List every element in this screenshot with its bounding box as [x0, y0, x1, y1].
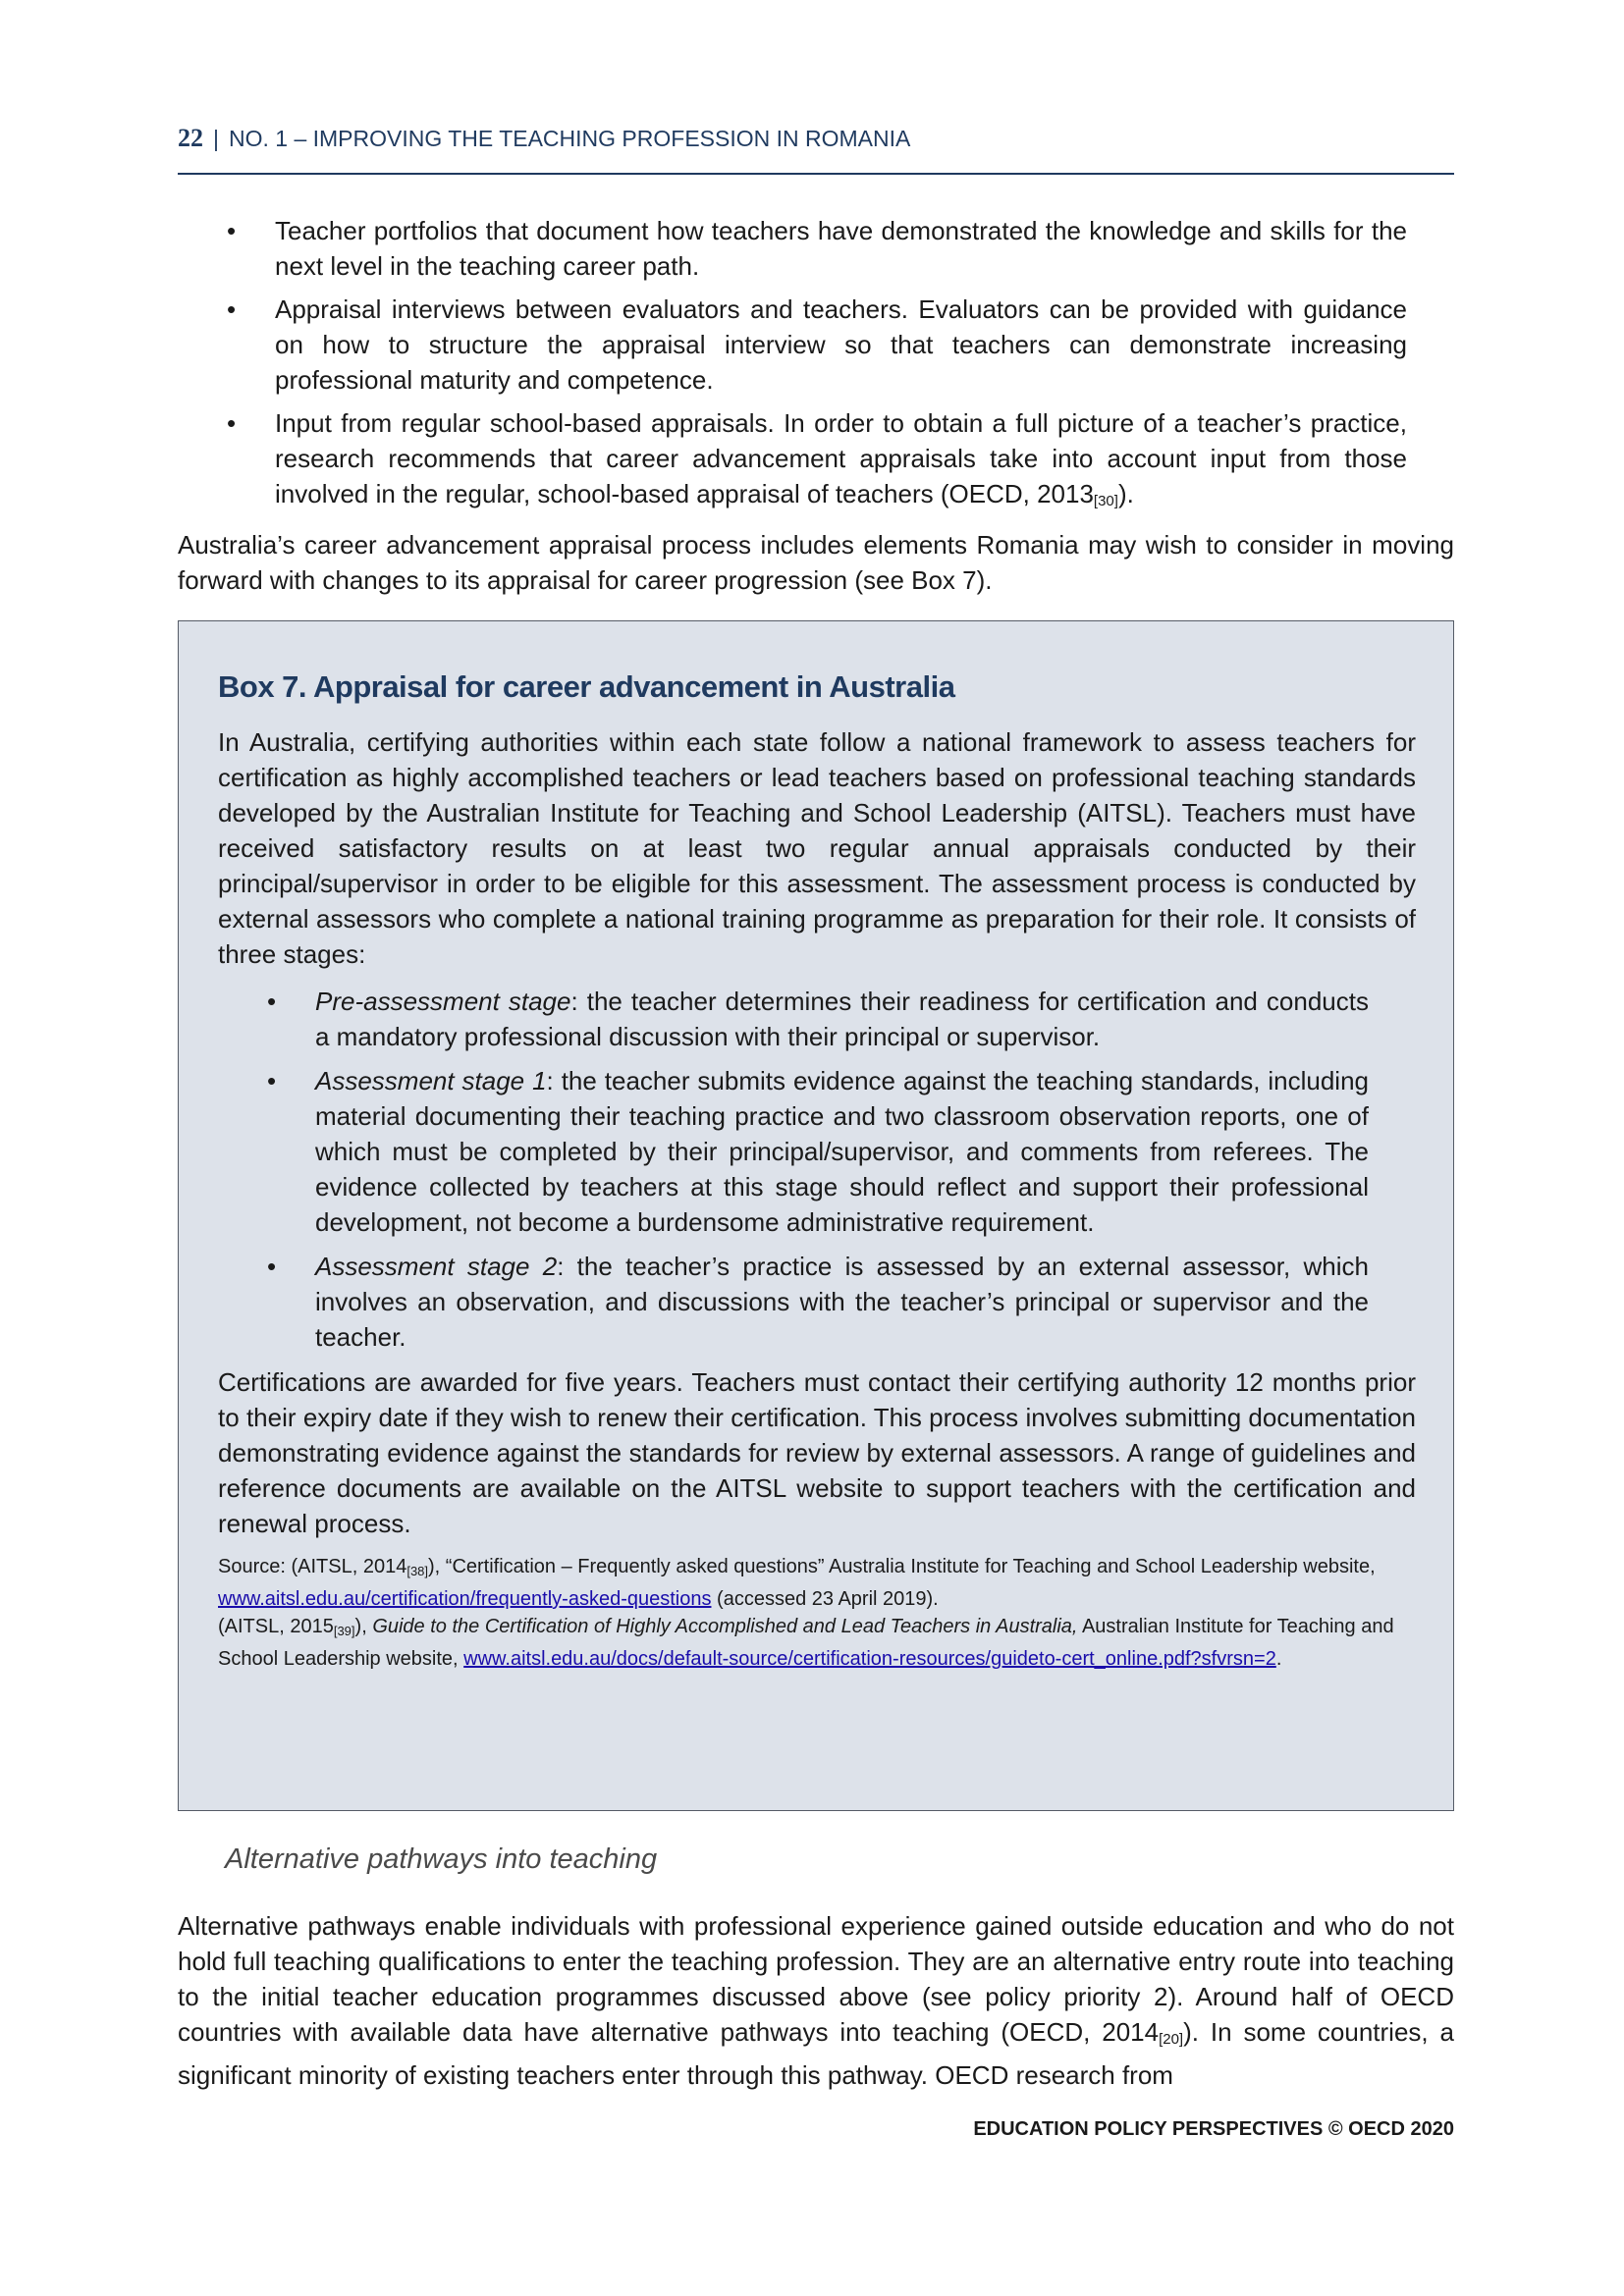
- list-item-text: Teacher portfolios that document how teachers have demonstrated the knowledge and skills for the next level in the teaching career path.: [275, 216, 1407, 281]
- source-text: ),: [354, 1616, 373, 1637]
- source-link-faq[interactable]: www.aitsl.edu.au/certification/frequently-asked-questions: [218, 1588, 712, 1610]
- stage-text: : the teacher’s practice is assessed by an external assessor, which involves an observation, and discussions with the teacher’s principal or supervisor and the teacher.: [315, 1252, 1369, 1352]
- running-title: NO. 1 – IMPROVING THE TEACHING PROFESSION IN ROMANIA: [228, 126, 911, 151]
- box-content: [218, 669, 1416, 1673]
- bullet-icon: •: [227, 294, 237, 324]
- stage-term: Assessment stage 2: [315, 1252, 558, 1281]
- box-7: [178, 620, 1454, 1811]
- box-source: [218, 1553, 1416, 1673]
- bullet-icon: •: [267, 987, 277, 1016]
- stage-term: Pre-assessment stage: [315, 987, 571, 1016]
- list-item: [218, 1249, 1416, 1355]
- source-text: ), “Certification – Frequently asked questions” Australia Institute for Teaching and School Leadership website,: [428, 1556, 1376, 1577]
- list-item-tail: ).: [1117, 479, 1134, 508]
- section-heading: Alternative pathways into teaching: [225, 1843, 658, 1875]
- source-line-1: [218, 1553, 1416, 1613]
- list-item-text: Appraisal interviews between evaluators and teachers. Evaluators can be provided with guidance on how to structure the appraisal interview so that teachers can demonstrate increasing professional maturity and competence.: [275, 294, 1407, 395]
- intro-bullet-list: [178, 213, 1454, 519]
- source-text: (AITSL, 2015: [218, 1616, 334, 1637]
- bullet-icon: •: [227, 408, 237, 438]
- stages-list: [218, 984, 1416, 1355]
- bullet-icon: •: [227, 216, 237, 245]
- stage-text: : the teacher submits evidence against the teaching standards, including material documenting their teaching practice and two classroom observation reports, one of which must be completed by their principal/supervisor, and comments from referees. The evidence collected by teachers at this stage should reflect and support their professional development, not become a burdensome administrative requirement.: [315, 1066, 1369, 1237]
- citation-ref: [38]: [406, 1564, 429, 1578]
- source-line-2: [218, 1613, 1416, 1673]
- list-item: [178, 292, 1454, 398]
- citation-ref: [20]: [1159, 2031, 1184, 2048]
- body-top: [178, 213, 1454, 598]
- list-item: [218, 1063, 1416, 1240]
- source-link-guide[interactable]: www.aitsl.edu.au/docs/default-source/certification-resources/guideto-cert_online.pdf?sfvrsn=2: [463, 1648, 1276, 1670]
- citation-ref: [39]: [333, 1624, 355, 1638]
- header-rule: [178, 173, 1454, 175]
- running-header: [178, 124, 1454, 153]
- bullet-icon: •: [267, 1252, 277, 1281]
- list-item: [218, 984, 1416, 1054]
- stage-term: Assessment stage 1: [315, 1066, 547, 1095]
- box-title: Box 7. Appraisal for career advancement in Australia: [218, 669, 955, 704]
- list-item: [178, 405, 1454, 519]
- stage-text: : the teacher determines their readiness for certification and conducts a mandatory professional discussion with their principal or supervisor.: [315, 987, 1369, 1051]
- paragraph-text: ). In some countries, a significant minority of existing teachers enter through this pathway. OECD research from: [178, 2017, 1454, 2090]
- paragraph-text: Alternative pathways enable individuals with professional experience gained outside education and who do not hold full teaching qualifications to enter the teaching profession. They are an alternative entry route into teaching to the initial teacher education programmes discussed above (see policy priority 2). Around half of OECD countries with available data have alternative pathways into teaching (OECD, 2014: [178, 1911, 1454, 2047]
- header-separator: |: [213, 126, 219, 151]
- paragraph-alternative-pathways: [178, 1908, 1454, 2093]
- list-item-text: Input from regular school-based appraisals. In order to obtain a full picture of a teacher’s practice, research recommends that career advancement appraisals take into account input from those involved in the regular, school-based appraisal of teachers (OECD, 2013: [275, 408, 1407, 508]
- source-text: .: [1275, 1648, 1282, 1670]
- source-text: (accessed 23 April 2019).: [711, 1588, 939, 1610]
- box-closing: Certifications are awarded for five years. Teachers must contact their certifying authority 12 months prior to their expiry date if they wish to renew their certification. This process involves submitting documentation demonstrating evidence against the standards for review by external assessors. A range of guidelines and reference documents are available on the AITSL website to support teachers with the certification and renewal process.: [218, 1367, 1416, 1538]
- source-text: Australian Institute for Teaching and School Leadership website,: [218, 1616, 1394, 1670]
- page-footer: EDUCATION POLICY PERSPECTIVES © OECD 2020: [973, 2118, 1454, 2140]
- bullet-icon: •: [267, 1066, 277, 1095]
- box-intro: In Australia, certifying authorities within each state follow a national framework to assess teachers for certification as highly accomplished teachers or lead teachers based on professional teaching standards developed by the Australian Institute for Teaching and School Leadership (AITSL). Teachers must have received satisfactory results on at least two regular annual appraisals conducted by their principal/supervisor in order to be eligible for this assessment. The assessment process is conducted by external assessors who complete a national training programme as preparation for their role. It consists of three stages:: [218, 727, 1416, 969]
- source-title: Guide to the Certification of Highly Accomplished and Lead Teachers in Australia,: [372, 1616, 1078, 1637]
- citation-ref: [30]: [1093, 493, 1118, 509]
- list-item: [178, 213, 1454, 284]
- source-text: Source: (AITSL, 2014: [218, 1556, 407, 1577]
- paragraph-australia: Australia’s career advancement appraisal process includes elements Romania may wish to consider in moving forward with changes to its appraisal for career progression (see Box 7).: [178, 530, 1454, 595]
- page-number: 22: [178, 124, 203, 152]
